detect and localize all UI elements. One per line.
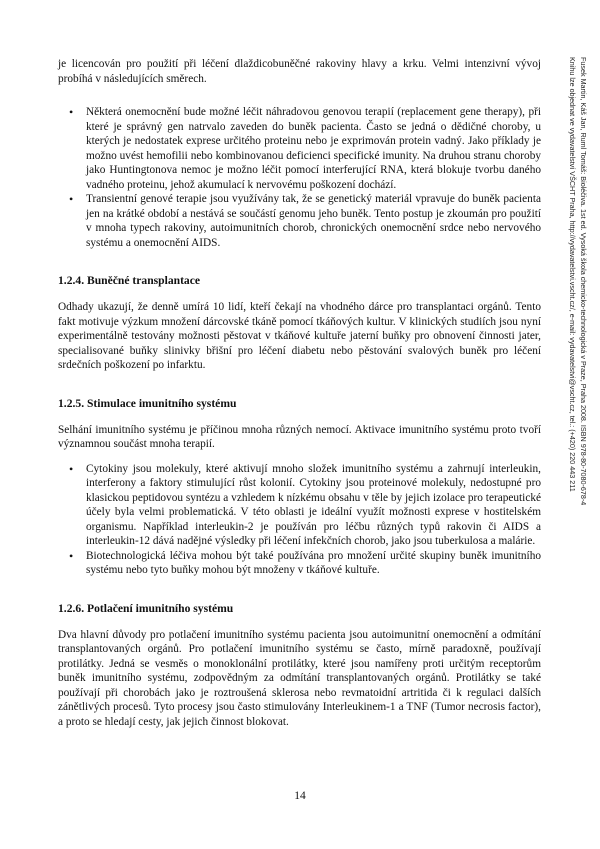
citation-line-2: Knihu lze objednat ve vydavatelství VŠCHT Praha, http://vydavatelstvi.vscht.cz/, e-mail: vydavatelstvi@vscht.cz, tel.: (+420) 220 443 211	[568, 57, 577, 492]
section-126-paragraph: Dva hlavní důvody pro potlačení imunitního systému pacienta jsou autoimunitní onemocnění a odmítání transplantovaných orgánů. Pro potlačení imunitního systému se často, mírně paradoxně, používají protilátky. Jedná se vesměs o monoklonální protilátky, které jsou namířeny proti určitým receptorům buněk imunitního systému, zodpovědným za odmítání transplantovaných orgánů. Protilátky se také používají při chorobách jako je roztroušená sklerosa nebo revmatoidní artritida či k regulaci dalších zánětlivých procesů. Tyto procesy jsou často stimulovány Interleukinem-1 a TNF (Tumor necrosis factor), a proto se hledají cesty, jak jejich činnost blokovat.	[58, 628, 541, 728]
main-text	[58, 57, 541, 739]
section-heading-125: 1.2.5. Stimulace imunitního systému	[58, 396, 237, 410]
section-heading-124: 1.2.4. Buněčné transplantace	[58, 274, 201, 287]
section-125-paragraph: Selhání imunitního systému je příčinou mnoha různých nemocí. Aktivace imunitního systému proto tvoří významnou součást mnoha terapií.	[58, 423, 541, 450]
section-124-paragraph: Odhady ukazují, že denně umírá 10 lidí, kteří čekají na vhodného dárce pro transplantaci orgánů. Tento fakt motivuje výzkum množení dárcovské tkáně pomocí tkáňových kultur. V klinických studiích jsou nyní experimentálně testovány možnosti pěstovat v tkáňové kultuře jaterní buňky pro obnovení činnosti jater, specialisované buňky slinivky břišní pro léčení diabetu nebo pěstování svalových buněk pro léčení srdečních poškození po infarktu.	[58, 301, 541, 371]
immune-stimulation-list	[58, 462, 541, 578]
citation-line-1: Fusek Martin, Káš Jan, Ruml Tomáš: Bioléčiva. 1st ed. Vysoká škola chemicko-technologická v Praze, Praha 2008. ISBN 978-80-7080-678-4	[579, 57, 588, 506]
page-number: 14	[294, 790, 306, 802]
list-item: • Cytokiny jsou molekuly, které aktivují mnoho složek imunitního systému a zahrnují interleukin, interferony a faktory stimulující růst kolonií. Cytokiny jsou proteinové molekuly, nedostupné pro klasickou peptidovou syntézu a vzhledem k nízkému obsahu v těle by jejich izolace pro terapeutické účely byla velmi problematická. V této oblasti je ideální využít možnosti exprese v hostitelském organismu. Například interleukin-2 je používán pro léčbu různých typů rakovin či AIDS a interleukin-12 dává nadějné výsledky při léčení infekčních chorob, jako jsou tuberkulosa a malárie.	[86, 462, 541, 549]
list-item: • Některá onemocnění bude možné léčit náhradovou genovou terapií (replacement gene therapy), při které je správný gen natrvalo zaveden do buněk pacienta. Často se jedná o dědičné choroby, u kterých je nedostatek exprese určitého proteinu nebo je exprimován protein vadný. Jako příklady je možno uvést hemofilii nebo kombinovanou deficienci specifické imunity. Na druhou stranu choroby jako Huntingtonova nemoc je možno léčit pomocí interferující RNA, která blokuje tvorbu daného vadného proteinu, jehož akumulací k nervovému poškození dochází.	[86, 105, 541, 192]
list-item: • Biotechnologická léčiva mohou být také používána pro množení určité skupiny buněk imunitního systému nebo tyto buňky mohou být množeny v tkáňové kultuře.	[86, 549, 541, 578]
intro-paragraph: je licencován pro použití při léčení dlaždicobuněčné rakoviny hlavy a krku. Velmi intenzivní vývoj probíhá v následujících směrech.	[58, 58, 541, 85]
section-heading-126: 1.2.6. Potlačení imunitního systému	[58, 601, 234, 615]
gene-therapy-list	[58, 105, 541, 250]
list-item: • Transientní genové terapie jsou využívány tak, že se genetický materiál vpravuje do buněk pacienta jen na krátké období a nestává se součástí genomu jeho buněk. Tento postup je zkoumán pro použití v mnoha typech rakoviny, autoimunitních chorob, chronických onemocnění srdce nebo nervového systému a onemocnění AIDS.	[86, 192, 541, 250]
side-citation	[561, 57, 589, 632]
